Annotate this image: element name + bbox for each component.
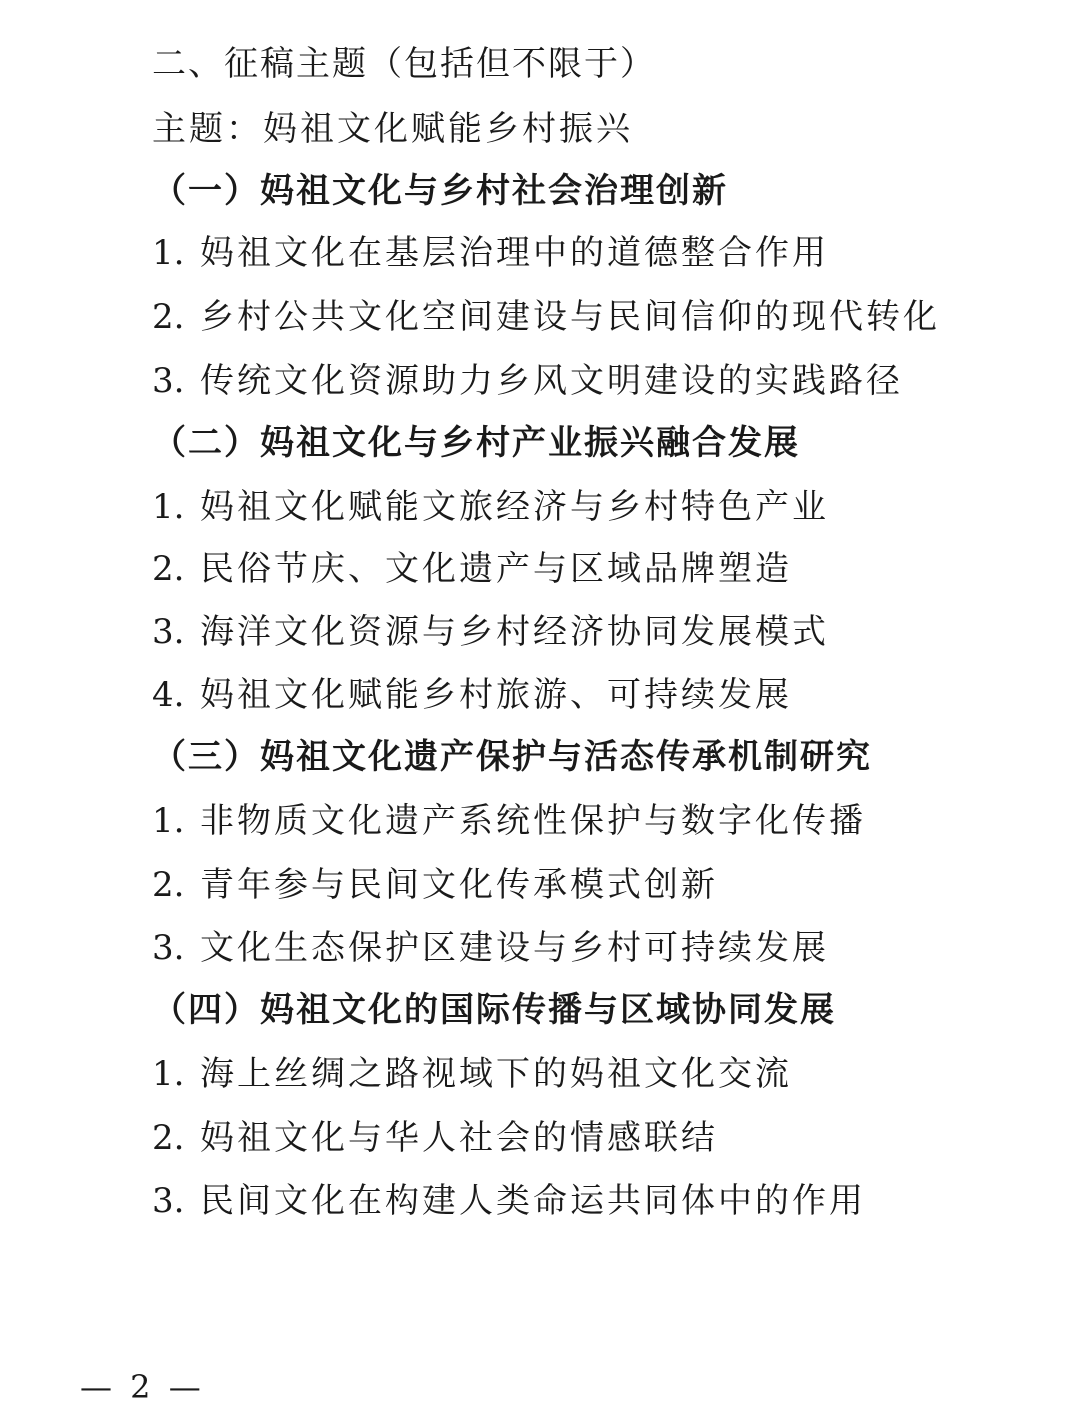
item-text: 乡村公共文化空间建设与民间信仰的现代转化 bbox=[200, 297, 940, 337]
item-number: 2. bbox=[152, 1118, 185, 1158]
list-item bbox=[152, 928, 829, 968]
list-item bbox=[152, 801, 866, 841]
item-number: 2. bbox=[152, 865, 185, 905]
item-text: 传统文化资源助力乡风文明建设的实践路径 bbox=[200, 361, 903, 401]
group-heading-4: （四）妈祖文化的国际传播与区域协同发展 bbox=[152, 990, 836, 1030]
list-item bbox=[152, 549, 792, 589]
item-text: 海上丝绸之路视域下的妈祖文化交流 bbox=[200, 1054, 792, 1094]
item-text: 妈祖文化与华人社会的情感联结 bbox=[200, 1118, 718, 1158]
list-item bbox=[152, 233, 829, 273]
list-item bbox=[152, 297, 940, 337]
group-heading-2: （二）妈祖文化与乡村产业振兴融合发展 bbox=[152, 423, 800, 463]
section-title: 二、征稿主题（包括但不限于） bbox=[152, 44, 656, 84]
group-heading-3: （三）妈祖文化遗产保护与活态传承机制研究 bbox=[152, 737, 872, 777]
item-number: 1. bbox=[152, 801, 185, 841]
list-item bbox=[152, 865, 718, 905]
item-number: 2. bbox=[152, 549, 185, 589]
item-text: 非物质文化遗产系统性保护与数字化传播 bbox=[200, 801, 866, 841]
item-number: 3. bbox=[152, 361, 185, 401]
item-text: 妈祖文化赋能文旅经济与乡村特色产业 bbox=[200, 487, 829, 527]
item-number: 1. bbox=[152, 1054, 185, 1094]
group-heading-1: （一）妈祖文化与乡村社会治理创新 bbox=[152, 171, 728, 211]
item-text: 文化生态保护区建设与乡村可持续发展 bbox=[200, 928, 829, 968]
item-number: 1. bbox=[152, 233, 185, 273]
item-text: 青年参与民间文化传承模式创新 bbox=[200, 865, 718, 905]
item-text: 妈祖文化赋能乡村旅游、可持续发展 bbox=[200, 675, 792, 715]
item-number: 3. bbox=[152, 928, 185, 968]
item-number: 4. bbox=[152, 675, 185, 715]
list-item bbox=[152, 1118, 718, 1158]
item-number: 1. bbox=[152, 487, 185, 527]
list-item bbox=[152, 361, 903, 401]
item-text: 妈祖文化在基层治理中的道德整合作用 bbox=[200, 233, 829, 273]
item-text: 民俗节庆、文化遗产与区域品牌塑造 bbox=[200, 549, 792, 589]
list-item bbox=[152, 1054, 792, 1094]
item-number: 3. bbox=[152, 612, 185, 652]
page-number: — 2 — bbox=[80, 1368, 205, 1406]
item-text: 海洋文化资源与乡村经济协同发展模式 bbox=[200, 612, 829, 652]
item-text: 民间文化在构建人类命运共同体中的作用 bbox=[200, 1181, 866, 1221]
item-number: 2. bbox=[152, 297, 185, 337]
list-item bbox=[152, 675, 792, 715]
list-item bbox=[152, 612, 829, 652]
item-number: 3. bbox=[152, 1181, 185, 1221]
theme-line: 主题：妈祖文化赋能乡村振兴 bbox=[152, 109, 633, 149]
list-item bbox=[152, 487, 829, 527]
list-item bbox=[152, 1181, 866, 1221]
